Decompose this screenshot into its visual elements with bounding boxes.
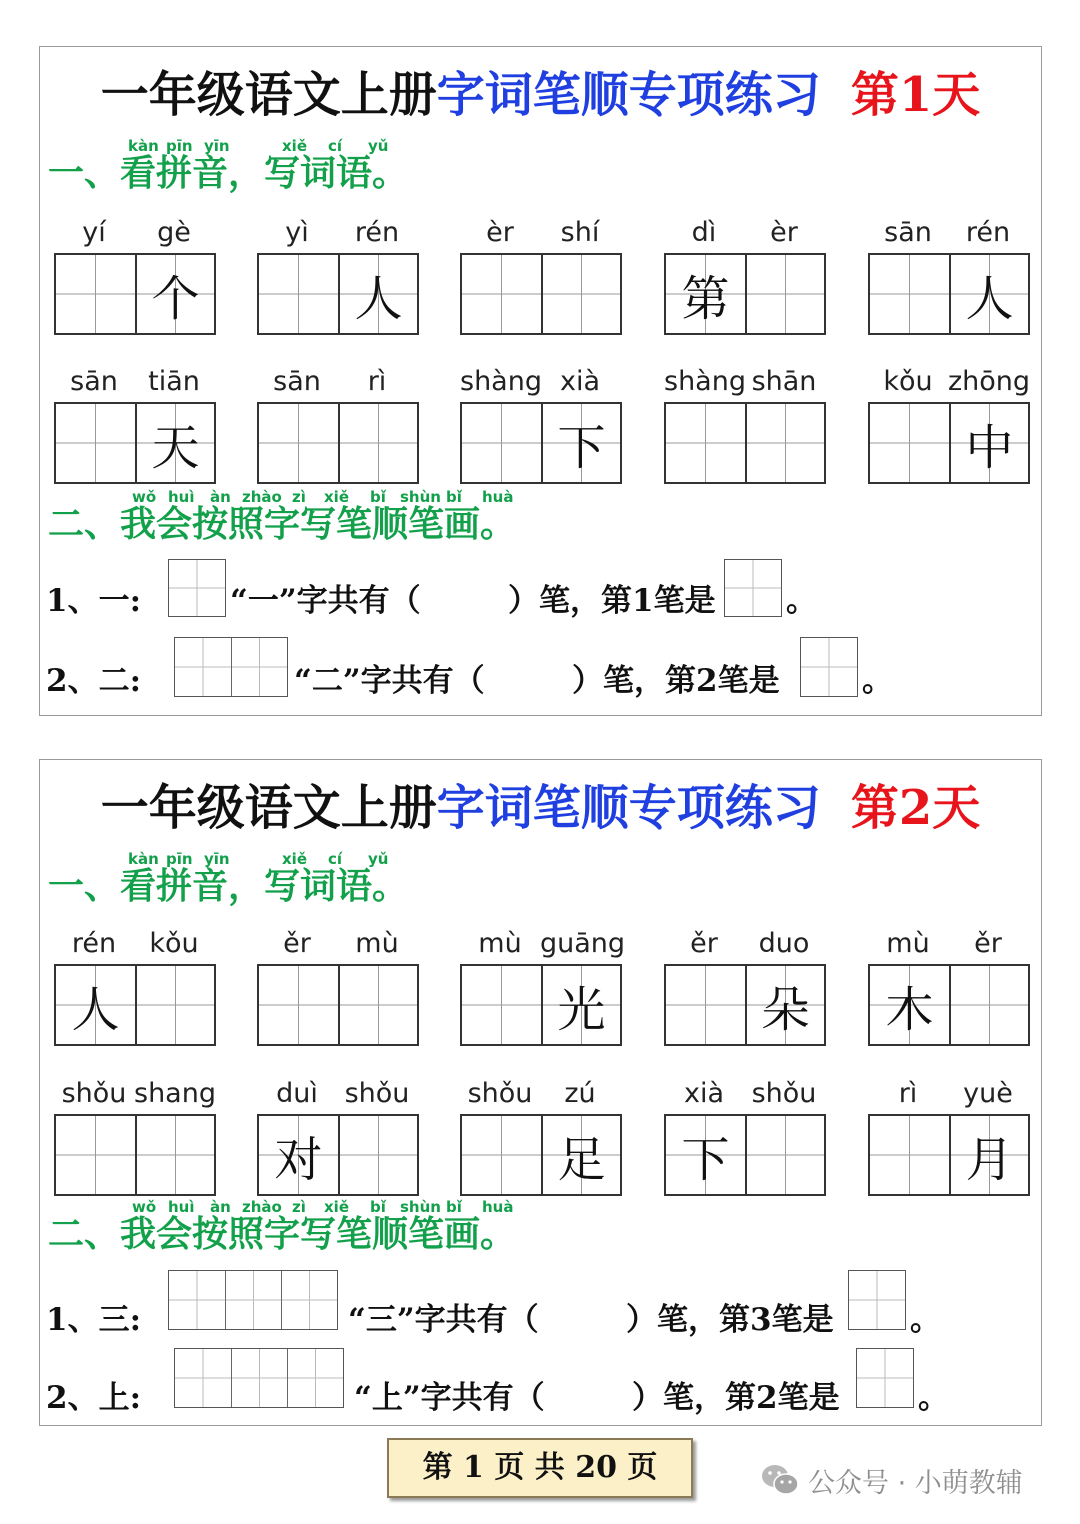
heading-pinyin: yīn (204, 850, 230, 868)
heading-pinyin: wǒ (132, 1198, 157, 1216)
word-exercise (54, 217, 218, 335)
question-middle: ）笔，第3笔是 (626, 1302, 834, 1338)
word-pinyin: mù (355, 928, 399, 959)
heading-pinyin: shùn (400, 1198, 441, 1216)
given-character: 个 (151, 270, 200, 327)
heading-pinyin: yǔ (368, 850, 389, 868)
question-text: “一”字共有（ (230, 583, 421, 619)
given-character (870, 404, 949, 482)
given-character (340, 1116, 417, 1194)
writing-cell[interactable] (870, 404, 949, 482)
word-pinyin: mù (886, 928, 930, 959)
heading-pinyin: xiě (282, 137, 307, 155)
word-pinyin: shàng (664, 366, 746, 397)
writing-cell[interactable] (135, 1116, 214, 1194)
question-middle: ）笔，第2笔是 (572, 663, 780, 699)
heading-pinyin: pīn (166, 850, 193, 868)
writing-cell[interactable] (259, 255, 338, 333)
writing-cell[interactable] (541, 966, 620, 1044)
question-label: 1、一: (46, 583, 142, 619)
given-character (747, 404, 824, 482)
question-middle: ）笔，第1笔是 (508, 583, 716, 619)
word-exercise (54, 1078, 218, 1196)
char-box-1[interactable] (168, 559, 226, 617)
word-pinyin: sān (884, 217, 932, 248)
char-box-2[interactable] (174, 637, 288, 697)
given-character (747, 255, 824, 333)
writing-cell[interactable] (541, 1116, 620, 1194)
heading-pinyin: zì (292, 488, 306, 506)
title-day: 第1天 (850, 67, 981, 123)
heading-pinyin: cí (328, 137, 343, 155)
char-box-1[interactable] (168, 1270, 338, 1330)
writing-cell[interactable] (745, 966, 824, 1044)
given-character (747, 1116, 824, 1194)
given-character: 人 (354, 270, 403, 327)
writing-cell[interactable] (259, 1116, 338, 1194)
heading-pinyin: zhào (242, 1198, 282, 1216)
word-exercise (460, 366, 624, 484)
writing-grid (257, 253, 419, 335)
word-pinyin: zhōng (948, 366, 1031, 397)
given-character (666, 404, 745, 482)
given-character: 人 (71, 981, 120, 1038)
word-pinyin: kǒu (883, 366, 933, 397)
heading-text: 一、看拼音，写词语。 (48, 152, 409, 194)
given-character: 月 (965, 1131, 1014, 1188)
writing-grid (54, 402, 216, 484)
writing-grid (460, 1114, 622, 1196)
word-pinyin: shǒu (344, 1078, 410, 1109)
word-pinyin: shang (134, 1078, 216, 1109)
word-exercise (868, 1078, 1032, 1196)
word-pinyin: ěr (690, 928, 718, 959)
given-character (137, 1116, 214, 1194)
writing-cell[interactable] (541, 255, 620, 333)
writing-cell[interactable] (870, 1116, 949, 1194)
word-exercise (460, 217, 624, 335)
given-character: 对 (274, 1131, 323, 1188)
word-exercise (257, 366, 421, 484)
heading-pinyin: huì (168, 1198, 195, 1216)
word-pinyin: rén (354, 217, 400, 248)
writing-grid (460, 253, 622, 335)
heading-pinyin: pīn (166, 137, 193, 155)
word-pinyin: rén (71, 928, 117, 959)
question-end: 。 (862, 663, 893, 699)
heading-pinyin: bǐ (370, 488, 386, 506)
question-end: 。 (918, 1380, 949, 1416)
writing-cell[interactable] (870, 966, 949, 1044)
heading-pinyin: zhào (242, 488, 282, 506)
writing-cell[interactable] (870, 255, 949, 333)
title-grade: 一年级语文上册 (100, 67, 437, 123)
writing-grid (664, 964, 826, 1046)
answer-stroke-box[interactable] (856, 1348, 914, 1408)
given-character (462, 404, 541, 482)
heading-text: 一、看拼音，写词语。 (48, 865, 409, 907)
question-text: “二”字共有（ (294, 663, 485, 699)
given-character (462, 1116, 541, 1194)
word-pinyin: zú (564, 1078, 596, 1109)
word-pinyin: yuè (963, 1078, 1013, 1109)
heading-pinyin: xiě (324, 488, 349, 506)
word-pinyin: rì (898, 1078, 918, 1109)
char-box-2[interactable] (174, 1348, 344, 1408)
writing-cell[interactable] (338, 1116, 417, 1194)
writing-grid (664, 253, 826, 335)
word-pinyin: shǒu (467, 1078, 533, 1109)
word-pinyin: ěr (974, 928, 1002, 959)
writing-cell[interactable] (259, 966, 338, 1044)
word-pinyin: shǒu (61, 1078, 127, 1109)
word-pinyin: xià (683, 1078, 725, 1109)
writing-cell[interactable] (56, 255, 135, 333)
title-day: 第2天 (850, 780, 981, 836)
given-character: 人 (965, 270, 1014, 327)
writing-cell[interactable] (745, 404, 824, 482)
writing-grid (54, 964, 216, 1046)
writing-cell[interactable] (56, 966, 135, 1044)
heading-pinyin: shùn (400, 488, 441, 506)
answer-stroke-box[interactable] (800, 637, 858, 697)
page-indicator: 第 1 页 共 20 页 (387, 1438, 693, 1498)
given-character (666, 966, 745, 1044)
word-exercise (257, 928, 421, 1046)
word-pinyin: duo (758, 928, 810, 959)
title-topic: 字词笔顺专项练习 (436, 780, 821, 836)
given-character (259, 966, 338, 1044)
given-character (56, 255, 135, 333)
writing-cell[interactable] (666, 404, 745, 482)
given-character (259, 404, 338, 482)
question-end: 。 (910, 1302, 941, 1338)
word-pinyin: shàng (460, 366, 542, 397)
heading-pinyin: àn (210, 488, 231, 506)
writing-cell[interactable] (745, 1116, 824, 1194)
given-character: 朵 (761, 981, 810, 1038)
word-pinyin: èr (486, 217, 514, 248)
writing-grid (460, 402, 622, 484)
word-pinyin: yí (82, 217, 106, 248)
writing-cell[interactable] (666, 966, 745, 1044)
heading-pinyin: cí (328, 850, 343, 868)
writing-grid (664, 402, 826, 484)
writing-cell[interactable] (135, 966, 214, 1044)
question-middle: ）笔，第2笔是 (632, 1380, 840, 1416)
question-text: “三”字共有（ (348, 1302, 539, 1338)
writing-cell[interactable] (949, 966, 1028, 1044)
watermark (760, 1460, 1023, 1500)
heading-pinyin: bǐ (446, 1198, 462, 1216)
writing-cell[interactable] (666, 1116, 745, 1194)
heading-pinyin: xiě (282, 850, 307, 868)
heading-pinyin: bǐ (370, 1198, 386, 1216)
heading-pinyin: kàn (128, 137, 159, 155)
given-character (951, 966, 1028, 1044)
question-label: 2、上: (46, 1380, 142, 1416)
question-text: “上”字共有（ (354, 1380, 545, 1416)
writing-grid (257, 1114, 419, 1196)
word-exercise (54, 366, 218, 484)
writing-grid (54, 253, 216, 335)
writing-cell[interactable] (56, 404, 135, 482)
heading-pinyin: àn (210, 1198, 231, 1216)
writing-cell[interactable] (338, 255, 417, 333)
word-pinyin: guāng (540, 928, 626, 959)
title-grade: 一年级语文上册 (100, 780, 437, 836)
given-character: 下 (557, 419, 606, 476)
word-pinyin: rì (367, 366, 387, 397)
word-exercise (460, 928, 624, 1046)
writing-grid (257, 964, 419, 1046)
writing-grid (868, 253, 1030, 335)
word-pinyin: dì (691, 217, 717, 248)
heading-pinyin: huà (482, 1198, 514, 1216)
heading-pinyin: yīn (204, 137, 230, 155)
word-exercise (868, 928, 1032, 1046)
word-pinyin: ěr (283, 928, 311, 959)
word-exercise (257, 1078, 421, 1196)
word-pinyin: sān (273, 366, 321, 397)
writing-cell[interactable] (745, 255, 824, 333)
writing-cell[interactable] (462, 966, 541, 1044)
given-character (259, 255, 338, 333)
word-pinyin: rén (965, 217, 1011, 248)
writing-grid (54, 1114, 216, 1196)
writing-cell[interactable] (56, 1116, 135, 1194)
worksheet-day-1 (39, 46, 1042, 716)
writing-cell[interactable] (949, 1116, 1028, 1194)
word-exercise (664, 928, 828, 1046)
given-character (870, 255, 949, 333)
word-pinyin: mù (478, 928, 522, 959)
writing-cell[interactable] (135, 255, 214, 333)
writing-grid (868, 964, 1030, 1046)
word-pinyin: kǒu (149, 928, 199, 959)
given-character (56, 404, 135, 482)
heading-text: 二、我会按照字写笔顺笔画。 (48, 503, 517, 545)
word-pinyin: sān (70, 366, 118, 397)
given-character (462, 966, 541, 1044)
given-character: 木 (885, 981, 934, 1038)
given-character (870, 1116, 949, 1194)
given-character: 天 (151, 419, 200, 476)
given-character: 第 (681, 270, 730, 327)
answer-stroke-box[interactable] (848, 1270, 906, 1330)
given-character (340, 404, 417, 482)
word-pinyin: xià (559, 366, 601, 397)
word-exercise (868, 366, 1032, 484)
writing-grid (257, 402, 419, 484)
writing-cell[interactable] (949, 255, 1028, 333)
worksheet-title (40, 776, 1041, 840)
writing-grid (868, 402, 1030, 484)
given-character (340, 966, 417, 1044)
writing-grid (664, 1114, 826, 1196)
word-pinyin: yì (285, 217, 309, 248)
writing-cell[interactable] (259, 404, 338, 482)
writing-cell[interactable] (541, 404, 620, 482)
heading-pinyin: wǒ (132, 488, 157, 506)
given-character: 中 (965, 419, 1014, 476)
word-pinyin: shí (560, 217, 600, 248)
word-exercise (54, 928, 218, 1046)
word-pinyin: shǒu (751, 1078, 817, 1109)
worksheet-title (40, 63, 1041, 127)
word-exercise (868, 217, 1032, 335)
given-character: 足 (557, 1131, 606, 1188)
word-exercise (257, 217, 421, 335)
given-character (137, 966, 214, 1044)
worksheet-day-2 (39, 759, 1042, 1426)
wechat-icon (760, 1463, 800, 1497)
given-character (56, 1116, 135, 1194)
writing-cell[interactable] (462, 255, 541, 333)
watermark-text: 公众号 · 小萌教辅 (808, 1467, 1023, 1499)
word-exercise (460, 1078, 624, 1196)
title-topic: 字词笔顺专项练习 (436, 67, 821, 123)
writing-cell[interactable] (462, 404, 541, 482)
writing-cell[interactable] (135, 404, 214, 482)
given-character (462, 255, 541, 333)
heading-pinyin: zì (292, 1198, 306, 1216)
writing-cell[interactable] (338, 404, 417, 482)
writing-cell[interactable] (666, 255, 745, 333)
heading-text: 二、我会按照字写笔顺笔画。 (48, 1213, 517, 1255)
word-pinyin: èr (770, 217, 798, 248)
given-character: 光 (557, 981, 606, 1038)
question-label: 2、二: (46, 663, 142, 699)
word-pinyin: gè (157, 217, 191, 248)
heading-pinyin: huì (168, 488, 195, 506)
given-character (543, 255, 620, 333)
heading-pinyin: kàn (128, 850, 159, 868)
word-pinyin: tiān (148, 366, 200, 397)
writing-cell[interactable] (338, 966, 417, 1044)
question-label: 1、三: (46, 1302, 142, 1338)
heading-pinyin: bǐ (446, 488, 462, 506)
word-pinyin: shān (751, 366, 817, 397)
writing-grid (460, 964, 622, 1046)
question-end: 。 (786, 583, 817, 619)
writing-grid (868, 1114, 1030, 1196)
heading-pinyin: yǔ (368, 137, 389, 155)
writing-cell[interactable] (949, 404, 1028, 482)
answer-stroke-box[interactable] (724, 559, 782, 617)
heading-pinyin: huà (482, 488, 514, 506)
given-character: 下 (681, 1131, 730, 1188)
word-exercise (664, 217, 828, 335)
writing-cell[interactable] (462, 1116, 541, 1194)
word-exercise (664, 366, 828, 484)
word-pinyin: duì (276, 1078, 318, 1109)
heading-pinyin: xiě (324, 1198, 349, 1216)
word-exercise (664, 1078, 828, 1196)
